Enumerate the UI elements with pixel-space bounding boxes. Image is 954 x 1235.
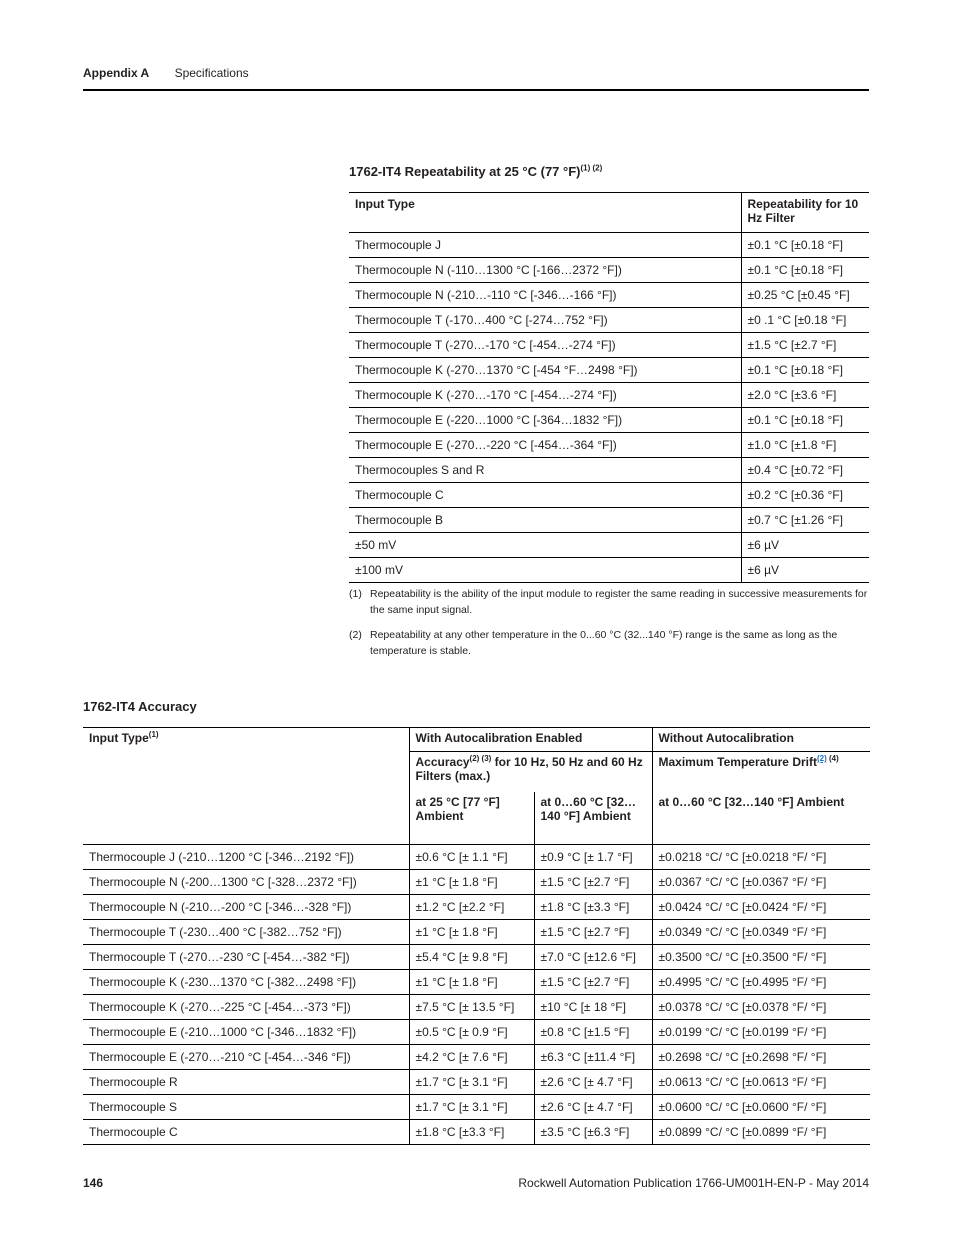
repeatability-cell: ±0.25 °C [±0.45 °F]: [741, 283, 869, 308]
col-accuracy-0-60c: at 0…60 °C [32…140 °F] Ambient: [534, 792, 652, 845]
col-group-with-autocalibration: With Autocalibration Enabled: [409, 728, 652, 752]
accuracy-25c-cell: ±1.2 °C [±2.2 °F]: [409, 895, 534, 920]
drift-cell: ±0.0218 °C/ °C [±0.0218 °F/ °F]: [652, 845, 870, 870]
repeatability-cell: ±0.4 °C [±0.72 °F]: [741, 458, 869, 483]
col-accuracy: Accuracy$^{(2) (3)}$ for 10 Hz, 50 Hz and 60 Hz Filters (max.): [409, 752, 652, 792]
input-type-cell: Thermocouple T (-270…-230 °C [-454…-382 °F]): [83, 945, 409, 970]
table-row: [83, 920, 870, 945]
accuracy-0-60c-cell: ±6.3 °C [±11.4 °F]: [534, 1045, 652, 1070]
table-row: [349, 433, 869, 458]
drift-cell: ±0.0367 °C/ °C [±0.0367 °F/ °F]: [652, 870, 870, 895]
repeatability-cell: ±6 µV: [741, 558, 869, 583]
footnote-2: (2) Repeatability at any other temperature in the 0...60 °C (32...140 °F) range is the same as long as the temperature is stable.: [349, 629, 838, 657]
table-row: [83, 1070, 870, 1095]
table-row: [83, 895, 870, 920]
accuracy-25c-cell: ±0.6 °C [± 1.1 °F]: [409, 845, 534, 870]
header-title: Specifications: [174, 66, 249, 80]
input-type-cell: Thermocouple T (-230…400 °C [-382…752 °F]): [83, 920, 409, 945]
table-row: [83, 870, 870, 895]
repeatability-cell: ±0.1 °C [±0.18 °F]: [741, 233, 869, 258]
accuracy-0-60c-cell: ±10 °C [± 18 °F]: [534, 995, 652, 1020]
accuracy-25c-cell: ±1 °C [± 1.8 °F]: [409, 970, 534, 995]
input-type-cell: Thermocouple E (-210…1000 °C [-346…1832 °F]): [83, 1020, 409, 1045]
accuracy-0-60c-cell: ±0.9 °C [± 1.7 °F]: [534, 845, 652, 870]
drift-cell: ±0.0378 °C/ °C [±0.0378 °F/ °F]: [652, 995, 870, 1020]
accuracy-table: [83, 727, 870, 1145]
drift-cell: ±0.0199 °C/ °C [±0.0199 °F/ °F]: [652, 1020, 870, 1045]
table-row: [83, 945, 870, 970]
table-row: [349, 558, 869, 583]
table-row: [349, 458, 869, 483]
drift-cell: ±0.3500 °C/ °C [±0.3500 °F/ °F]: [652, 945, 870, 970]
accuracy-25c-cell: ±5.4 °C [± 9.8 °F]: [409, 945, 534, 970]
footnote-1: (1) Repeatability is the ability of the input module to register the same reading in successive measurements for the same input signal.: [349, 588, 868, 616]
input-type-cell: Thermocouple T (-270…-170 °C [-454…-274 °F]): [349, 333, 741, 358]
input-type-cell: Thermocouple S: [83, 1095, 409, 1120]
accuracy-0-60c-cell: ±2.6 °C [± 4.7 °F]: [534, 1095, 652, 1120]
footnote-link-2[interactable]: (2): [816, 754, 827, 763]
input-type-cell: Thermocouple E (-220…1000 °C [-364…1832 °F]): [349, 408, 741, 433]
input-type-cell: Thermocouple E (-270…-220 °C [-454…-364 °F]): [349, 433, 741, 458]
input-type-cell: Thermocouples S and R: [349, 458, 741, 483]
table-row: [349, 508, 869, 533]
table-row: [349, 358, 869, 383]
table-row: [349, 308, 869, 333]
table-row: [83, 845, 870, 870]
input-type-cell: Thermocouple N (-210…-200 °C [-346…-328 °F]): [83, 895, 409, 920]
accuracy-0-60c-cell: ±1.5 °C [±2.7 °F]: [534, 970, 652, 995]
table-row: [349, 483, 869, 508]
input-type-cell: Thermocouple C: [83, 1120, 409, 1145]
input-type-cell: ±100 mV: [349, 558, 741, 583]
header-rule: [83, 89, 869, 91]
repeatability-cell: ±0.1 °C [±0.18 °F]: [741, 408, 869, 433]
repeatability-cell: ±1.5 °C [±2.7 °F]: [741, 333, 869, 358]
drift-cell: ±0.0600 °C/ °C [±0.0600 °F/ °F]: [652, 1095, 870, 1120]
table-row: [349, 383, 869, 408]
accuracy-25c-cell: ±4.2 °C [± 7.6 °F]: [409, 1045, 534, 1070]
input-type-cell: Thermocouple K (-270…-225 °C [-454…-373 °F]): [83, 995, 409, 1020]
input-type-cell: Thermocouple N (-110…1300 °C [-166…2372 °F]): [349, 258, 741, 283]
repeatability-table: [349, 192, 869, 583]
table-row: [83, 995, 870, 1020]
repeatability-cell: ±0.7 °C [±1.26 °F]: [741, 508, 869, 533]
repeatability-header-row: [349, 193, 869, 233]
drift-cell: ±0.2698 °C/ °C [±0.2698 °F/ °F]: [652, 1045, 870, 1070]
accuracy-0-60c-cell: ±1.8 °C [±3.3 °F]: [534, 895, 652, 920]
col-repeatability: Repeatability for 10 Hz Filter: [741, 193, 869, 233]
drift-cell: ±0.0613 °C/ °C [±0.0613 °F/ °F]: [652, 1070, 870, 1095]
col-group-without-autocalibration: Without Autocalibration: [652, 728, 870, 752]
table-row: [83, 1095, 870, 1120]
title-footnote-refs: (1) (2): [580, 163, 603, 173]
accuracy-25c-cell: ±1 °C [± 1.8 °F]: [409, 870, 534, 895]
drift-cell: ±0.4995 °C/ °C [±0.4995 °F/ °F]: [652, 970, 870, 995]
col-accuracy-25c: at 25 °C [77 °F] Ambient: [409, 792, 534, 845]
input-type-cell: Thermocouple K (-270…-170 °C [-454…-274 °F]): [349, 383, 741, 408]
accuracy-table-title: 1762-IT4 Accuracy: [83, 699, 197, 714]
col-max-temperature-drift: Maximum Temperature Drift$^{(2)}$ $^{(4)}$: [652, 752, 870, 792]
input-type-cell: Thermocouple J: [349, 233, 741, 258]
accuracy-header-row-1: [83, 728, 870, 752]
accuracy-25c-cell: ±7.5 °C [± 13.5 °F]: [409, 995, 534, 1020]
table-row: [349, 283, 869, 308]
table-row: [349, 533, 869, 558]
table-row: [349, 408, 869, 433]
table-row: [83, 1120, 870, 1145]
drift-cell: ±0.0899 °C/ °C [±0.0899 °F/ °F]: [652, 1120, 870, 1145]
repeatability-cell: ±1.0 °C [±1.8 °F]: [741, 433, 869, 458]
page-number: 146: [83, 1176, 104, 1190]
table-row: [349, 333, 869, 358]
drift-cell: ±0.0424 °C/ °C [±0.0424 °F/ °F]: [652, 895, 870, 920]
accuracy-0-60c-cell: ±7.0 °C [±12.6 °F]: [534, 945, 652, 970]
repeatability-cell: ±0.1 °C [±0.18 °F]: [741, 358, 869, 383]
accuracy-0-60c-cell: ±2.6 °C [± 4.7 °F]: [534, 1070, 652, 1095]
col-drift-0-60c: at 0…60 °C [32…140 °F] Ambient: [652, 792, 870, 845]
input-type-cell: Thermocouple N (-210…-110 °C [-346…-166 °F]): [349, 283, 741, 308]
accuracy-25c-cell: ±1 °C [± 1.8 °F]: [409, 920, 534, 945]
table-row: [83, 1020, 870, 1045]
input-type-cell: Thermocouple K (-230…1370 °C [-382…2498 °F]): [83, 970, 409, 995]
repeatability-cell: ±2.0 °C [±3.6 °F]: [741, 383, 869, 408]
repeatability-cell: ±6 µV: [741, 533, 869, 558]
input-type-cell: Thermocouple E (-270…-210 °C [-454…-346 °F]): [83, 1045, 409, 1070]
accuracy-25c-cell: ±1.8 °C [±3.3 °F]: [409, 1120, 534, 1145]
table-row: [349, 258, 869, 283]
input-type-cell: Thermocouple T (-170…400 °C [-274…752 °F]): [349, 308, 741, 333]
col-input-type: Input Type$^{(1)}$: [89, 730, 159, 745]
input-type-cell: Thermocouple K (-270…1370 °C [-454 °F…2498 °F]): [349, 358, 741, 383]
input-type-cell: Thermocouple N (-200…1300 °C [-328…2372 °F]): [83, 870, 409, 895]
accuracy-0-60c-cell: ±1.5 °C [±2.7 °F]: [534, 870, 652, 895]
running-header: [83, 66, 249, 80]
table-row: [349, 233, 869, 258]
accuracy-25c-cell: ±1.7 °C [± 3.1 °F]: [409, 1095, 534, 1120]
input-type-cell: ±50 mV: [349, 533, 741, 558]
table-row: [83, 970, 870, 995]
accuracy-0-60c-cell: ±1.5 °C [±2.7 °F]: [534, 920, 652, 945]
accuracy-25c-cell: ±0.5 °C [± 0.9 °F]: [409, 1020, 534, 1045]
input-type-cell: Thermocouple J (-210…1200 °C [-346…2192 °F]): [83, 845, 409, 870]
repeatability-cell: ±0.2 °C [±0.36 °F]: [741, 483, 869, 508]
input-type-cell: Thermocouple B: [349, 508, 741, 533]
header-section: Appendix A: [83, 66, 150, 80]
publication-info: Rockwell Automation Publication 1766-UM001H-EN-P - May 2014: [518, 1176, 869, 1190]
accuracy-25c-cell: ±1.7 °C [± 3.1 °F]: [409, 1070, 534, 1095]
input-type-cell: Thermocouple C: [349, 483, 741, 508]
repeatability-cell: ±0.1 °C [±0.18 °F]: [741, 258, 869, 283]
drift-cell: ±0.0349 °C/ °C [±0.0349 °F/ °F]: [652, 920, 870, 945]
col-input-type: Input Type: [349, 193, 741, 233]
accuracy-header-row-2: [83, 752, 870, 792]
accuracy-header-row-3: [83, 792, 870, 845]
repeatability-table-title: 1762-IT4 Repeatability at 25 °C (77 °F)$^{(1) (2)}$: [349, 163, 603, 179]
input-type-cell: Thermocouple R: [83, 1070, 409, 1095]
accuracy-0-60c-cell: ±3.5 °C [±6.3 °F]: [534, 1120, 652, 1145]
repeatability-cell: ±0 .1 °C [±0.18 °F]: [741, 308, 869, 333]
accuracy-0-60c-cell: ±0.8 °C [±1.5 °F]: [534, 1020, 652, 1045]
table-row: [83, 1045, 870, 1070]
